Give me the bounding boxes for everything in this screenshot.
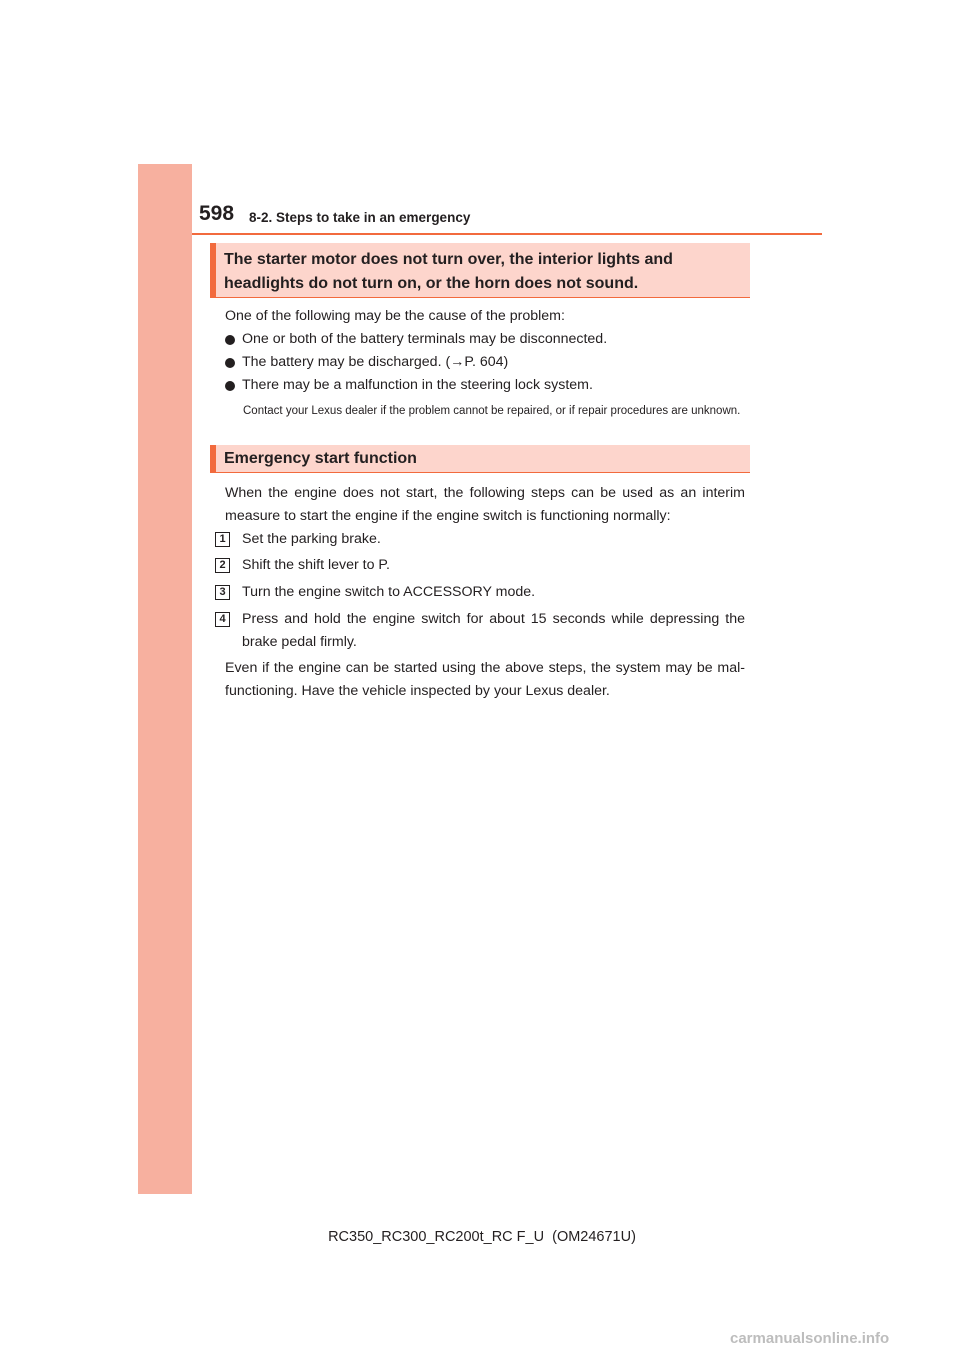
section2-closing: Even if the engine can be started using the above steps, the system may be mal-functioning. Have the vehicle inspected by your Lexus dealer. (225, 660, 745, 699)
side-tab-band (138, 164, 192, 1194)
bullet-text: The battery may be discharged. (→P. 604) (242, 354, 509, 370)
footer-model: RC350_RC300_RC200t_RC F_U (328, 1229, 545, 1245)
section2-intro: When the engine does not start, the following steps can be used as an interim measure to start the engine if the engine switch is functioning normally: (225, 485, 745, 524)
running-head: 8-2. Steps to take in an emergency (249, 210, 471, 225)
step-number-badge: 1 (215, 532, 230, 547)
section-heading-starter (210, 243, 750, 298)
section-heading-emergency-start (210, 445, 750, 473)
step-number-badge: 2 (215, 558, 230, 573)
bullet-text: There may be a malfunction in the steering lock system. (242, 377, 593, 393)
footer-model-code (0, 1229, 960, 1245)
bullet-icon (225, 335, 235, 345)
step-number-badge: 3 (215, 585, 230, 600)
section1-intro: One of the following may be the cause of the problem: (225, 308, 565, 324)
bullet-icon (225, 358, 235, 368)
step-number-badge: 4 (215, 612, 230, 627)
section-heading-text: The starter motor does not turn over, the interior lights and headlights do not turn on, or the horn does not sound. (224, 251, 673, 292)
step-text: Shift the shift lever to P. (242, 557, 390, 573)
step-text: Turn the engine switch to ACCESSORY mode. (242, 584, 536, 600)
bullet-text: One or both of the battery terminals may be disconnected. (242, 331, 608, 347)
page-number: 598 (199, 202, 235, 225)
bullet-icon (225, 381, 235, 391)
dealer-note: Contact your Lexus dealer if the problem cannot be repaired, or if repair procedures are unknown. (243, 405, 741, 417)
step-text: Press and hold the engine switch for about 15 seconds while depressing the brake pedal firmly. (242, 611, 745, 650)
footer-code: (OM24671U) (552, 1229, 636, 1245)
section-heading-text: Emergency start function (224, 450, 417, 467)
step-text: Set the parking brake. (242, 531, 381, 547)
watermark: carmanualsonline.info (730, 1330, 890, 1347)
header-rule (192, 233, 822, 235)
